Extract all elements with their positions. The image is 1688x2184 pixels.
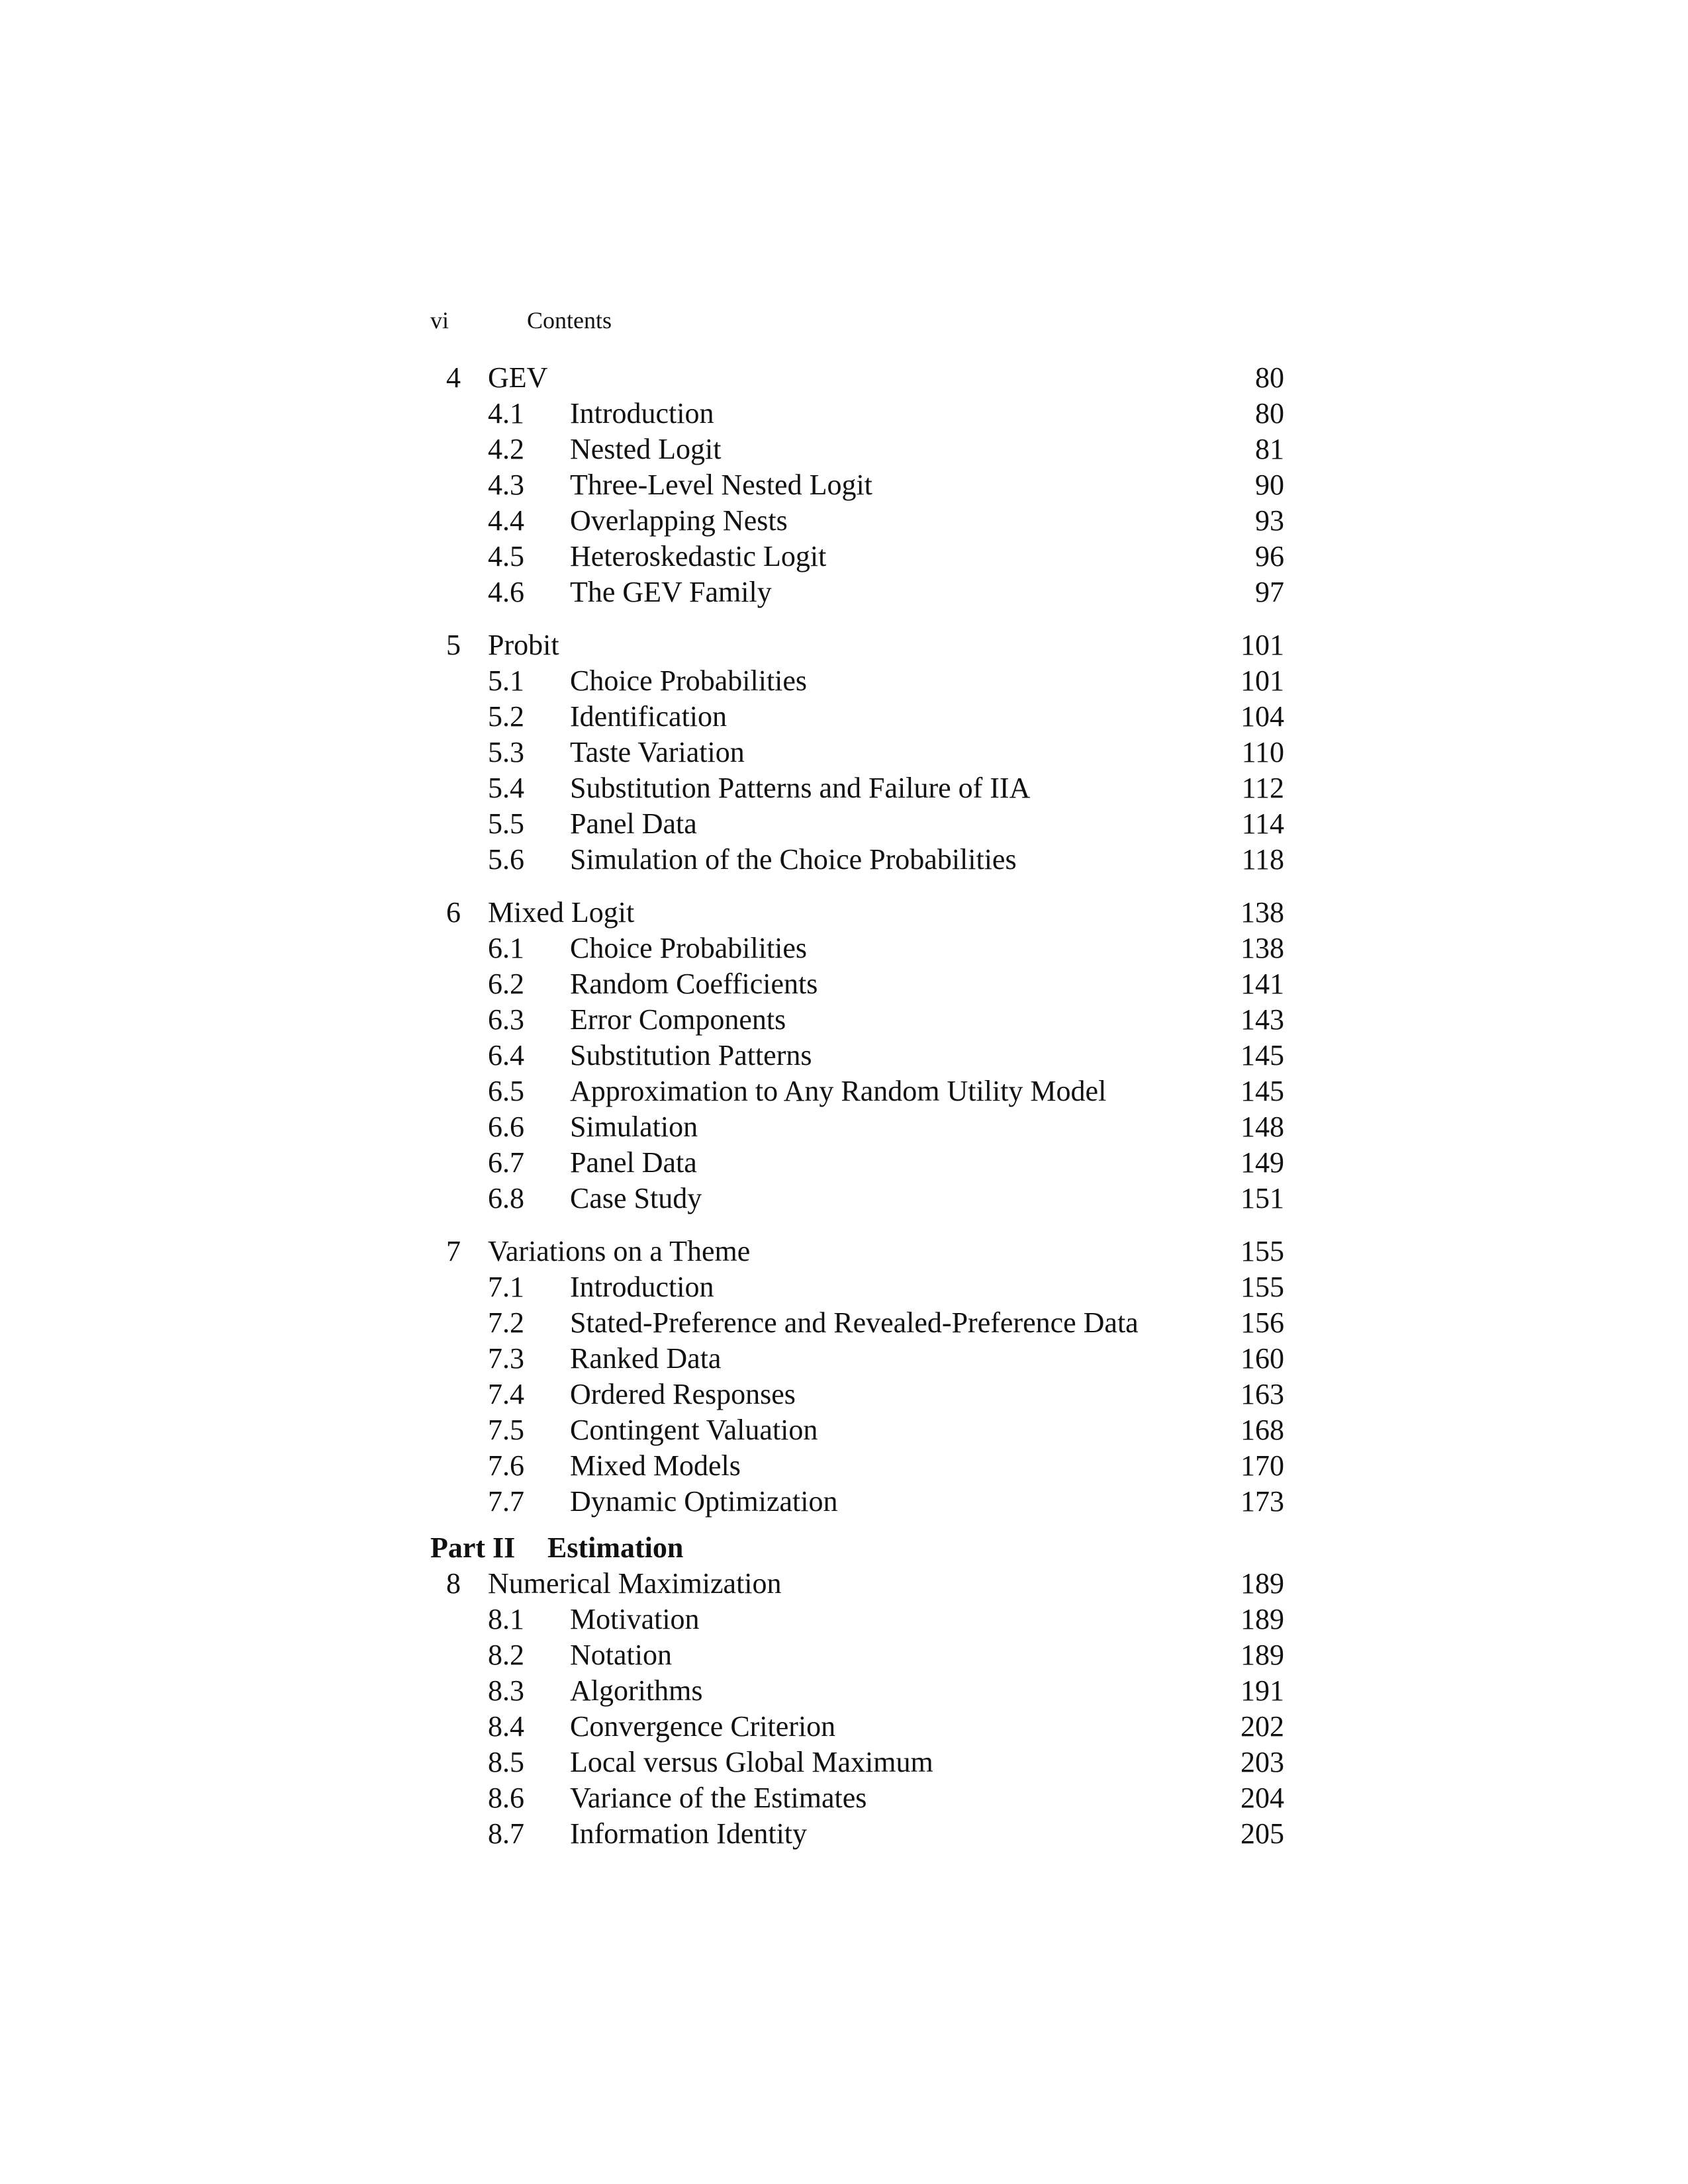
section-number: 7.1 bbox=[488, 1271, 524, 1303]
toc-section-4-1[interactable] bbox=[430, 396, 1284, 432]
running-head bbox=[430, 306, 612, 335]
part-heading[interactable] bbox=[430, 1530, 1284, 1566]
toc-chapter-4[interactable] bbox=[430, 360, 1284, 396]
toc-section-7-1[interactable] bbox=[430, 1269, 1284, 1305]
section-page: 148 bbox=[1241, 1111, 1284, 1143]
section-page: 104 bbox=[1241, 700, 1284, 733]
section-number: 8.4 bbox=[488, 1710, 524, 1743]
section-page: 205 bbox=[1241, 1817, 1284, 1850]
toc-section-6-7[interactable] bbox=[430, 1145, 1284, 1181]
section-title: Variance of the Estimates bbox=[570, 1782, 867, 1814]
section-number: 7.4 bbox=[488, 1378, 524, 1410]
section-number: 6.8 bbox=[488, 1182, 524, 1214]
section-title: Dynamic Optimization bbox=[570, 1485, 838, 1518]
section-number: 8.3 bbox=[488, 1674, 524, 1707]
section-title: Convergence Criterion bbox=[570, 1710, 836, 1743]
section-page: 204 bbox=[1241, 1782, 1284, 1814]
section-page: 96 bbox=[1255, 540, 1284, 572]
section-page: 191 bbox=[1241, 1674, 1284, 1707]
section-number: 7.2 bbox=[488, 1306, 524, 1339]
table-of-contents bbox=[430, 360, 1284, 1852]
section-title: Contingent Valuation bbox=[570, 1414, 818, 1446]
chapter-spacer bbox=[430, 610, 1284, 627]
section-number: 4.3 bbox=[488, 469, 524, 501]
section-page: 97 bbox=[1255, 576, 1284, 608]
section-title: Panel Data bbox=[570, 1146, 697, 1179]
section-page: 141 bbox=[1241, 968, 1284, 1000]
toc-section-4-5[interactable] bbox=[430, 539, 1284, 574]
section-title: Stated-Preference and Revealed-Preference Data bbox=[570, 1306, 1139, 1339]
toc-section-7-7[interactable] bbox=[430, 1484, 1284, 1520]
section-page: 173 bbox=[1241, 1485, 1284, 1518]
section-number: 6.7 bbox=[488, 1146, 524, 1179]
section-title: Identification bbox=[570, 700, 727, 733]
section-title: Simulation of the Choice Probabilities bbox=[570, 843, 1017, 876]
toc-section-5-6[interactable] bbox=[430, 842, 1284, 878]
section-title: Heteroskedastic Logit bbox=[570, 540, 827, 572]
section-page: 202 bbox=[1241, 1710, 1284, 1743]
section-page: 189 bbox=[1241, 1639, 1284, 1671]
section-number: 5.5 bbox=[488, 807, 524, 840]
section-number: 8.7 bbox=[488, 1817, 524, 1850]
toc-section-8-6[interactable] bbox=[430, 1780, 1284, 1816]
section-number: 7.6 bbox=[488, 1449, 524, 1482]
section-title: Motivation bbox=[570, 1603, 700, 1635]
toc-section-5-3[interactable] bbox=[430, 735, 1284, 770]
section-title: Case Study bbox=[570, 1182, 702, 1214]
section-number: 8.5 bbox=[488, 1746, 524, 1778]
section-title: Nested Logit bbox=[570, 433, 722, 465]
chapter-number: 4 bbox=[446, 361, 461, 394]
toc-section-7-3[interactable] bbox=[430, 1341, 1284, 1377]
section-title: Algorithms bbox=[570, 1674, 703, 1707]
chapter-spacer bbox=[430, 878, 1284, 895]
toc-section-6-4[interactable] bbox=[430, 1038, 1284, 1073]
toc-section-5-5[interactable] bbox=[430, 806, 1284, 842]
section-page: 143 bbox=[1241, 1003, 1284, 1036]
toc-section-8-5[interactable] bbox=[430, 1745, 1284, 1780]
section-title: Mixed Models bbox=[570, 1449, 741, 1482]
toc-chapter-6[interactable] bbox=[430, 895, 1284, 931]
toc-section-7-2[interactable] bbox=[430, 1305, 1284, 1341]
part-label: Part II bbox=[430, 1531, 516, 1564]
section-number: 4.1 bbox=[488, 397, 524, 430]
toc-section-7-6[interactable] bbox=[430, 1448, 1284, 1484]
section-page: 138 bbox=[1241, 932, 1284, 964]
section-title: Panel Data bbox=[570, 807, 697, 840]
toc-chapter-7[interactable] bbox=[430, 1234, 1284, 1269]
section-page: 156 bbox=[1241, 1306, 1284, 1339]
section-page: 101 bbox=[1241, 664, 1284, 697]
section-page: 118 bbox=[1241, 843, 1284, 876]
section-number: 8.2 bbox=[488, 1639, 524, 1671]
chapter-title: GEV bbox=[488, 361, 548, 394]
section-title: Choice Probabilities bbox=[570, 664, 808, 697]
section-title: Random Coefficients bbox=[570, 968, 818, 1000]
page-folio: vi bbox=[430, 307, 449, 334]
section-page: 145 bbox=[1241, 1039, 1284, 1071]
section-page: 114 bbox=[1241, 807, 1284, 840]
toc-section-5-2[interactable] bbox=[430, 699, 1284, 735]
section-page: 160 bbox=[1241, 1342, 1284, 1375]
toc-chapter-5[interactable] bbox=[430, 627, 1284, 663]
section-number: 6.2 bbox=[488, 968, 524, 1000]
section-title: Three-Level Nested Logit bbox=[570, 469, 872, 501]
section-title: Ranked Data bbox=[570, 1342, 722, 1375]
chapter-title: Mixed Logit bbox=[488, 896, 635, 929]
toc-section-6-1[interactable] bbox=[430, 931, 1284, 966]
section-title: Ordered Responses bbox=[570, 1378, 796, 1410]
section-number: 6.5 bbox=[488, 1075, 524, 1107]
toc-section-7-5[interactable] bbox=[430, 1412, 1284, 1448]
section-title: Introduction bbox=[570, 1271, 714, 1303]
chapter-page: 101 bbox=[1241, 629, 1284, 661]
toc-section-5-4[interactable] bbox=[430, 770, 1284, 806]
chapter-page: 155 bbox=[1241, 1235, 1284, 1267]
section-page: 81 bbox=[1255, 433, 1284, 465]
section-number: 7.5 bbox=[488, 1414, 524, 1446]
chapter-number: 8 bbox=[446, 1567, 461, 1600]
section-title: Introduction bbox=[570, 397, 714, 430]
chapter-page: 80 bbox=[1255, 361, 1284, 394]
section-title: Information Identity bbox=[570, 1817, 808, 1850]
section-page: 155 bbox=[1241, 1271, 1284, 1303]
toc-section-8-4[interactable] bbox=[430, 1709, 1284, 1745]
section-number: 5.4 bbox=[488, 772, 524, 804]
section-title: Overlapping Nests bbox=[570, 504, 788, 537]
section-page: 168 bbox=[1241, 1414, 1284, 1446]
section-title: Substitution Patterns and Failure of IIA bbox=[570, 772, 1031, 804]
toc-section-8-3[interactable] bbox=[430, 1673, 1284, 1709]
section-title: Taste Variation bbox=[570, 736, 745, 768]
section-page: 170 bbox=[1241, 1449, 1284, 1482]
section-page: 163 bbox=[1241, 1378, 1284, 1410]
section-number: 5.1 bbox=[488, 664, 524, 697]
toc-section-6-8[interactable] bbox=[430, 1181, 1284, 1216]
section-page: 203 bbox=[1241, 1746, 1284, 1778]
section-number: 6.4 bbox=[488, 1039, 524, 1071]
toc-section-8-7[interactable] bbox=[430, 1816, 1284, 1852]
chapter-page: 189 bbox=[1241, 1567, 1284, 1600]
section-page: 112 bbox=[1241, 772, 1284, 804]
chapter-page: 138 bbox=[1241, 896, 1284, 929]
part-title: Estimation bbox=[547, 1531, 684, 1564]
toc-section-8-1[interactable] bbox=[430, 1602, 1284, 1637]
section-title: Approximation to Any Random Utility Model bbox=[570, 1075, 1107, 1107]
chapter-title: Variations on a Theme bbox=[488, 1235, 751, 1267]
section-number: 4.5 bbox=[488, 540, 524, 572]
section-page: 110 bbox=[1241, 736, 1284, 768]
toc-section-4-2[interactable] bbox=[430, 432, 1284, 467]
section-title: Choice Probabilities bbox=[570, 932, 808, 964]
section-page: 93 bbox=[1255, 504, 1284, 537]
section-title: Error Components bbox=[570, 1003, 786, 1036]
section-number: 7.3 bbox=[488, 1342, 524, 1375]
chapter-title: Numerical Maximization bbox=[488, 1567, 782, 1600]
running-head-title: Contents bbox=[527, 307, 612, 334]
section-page: 149 bbox=[1241, 1146, 1284, 1179]
section-title: Simulation bbox=[570, 1111, 698, 1143]
chapter-number: 5 bbox=[446, 629, 461, 661]
section-number: 6.1 bbox=[488, 932, 524, 964]
section-page: 80 bbox=[1255, 397, 1284, 430]
section-number: 5.6 bbox=[488, 843, 524, 876]
section-page: 151 bbox=[1241, 1182, 1284, 1214]
section-number: 8.1 bbox=[488, 1603, 524, 1635]
section-page: 189 bbox=[1241, 1603, 1284, 1635]
section-number: 7.7 bbox=[488, 1485, 524, 1518]
section-number: 5.2 bbox=[488, 700, 524, 733]
toc-section-5-1[interactable] bbox=[430, 663, 1284, 699]
section-number: 4.6 bbox=[488, 576, 524, 608]
toc-section-6-5[interactable] bbox=[430, 1073, 1284, 1109]
section-title: The GEV Family bbox=[570, 576, 772, 608]
section-number: 5.3 bbox=[488, 736, 524, 768]
toc-section-4-3[interactable] bbox=[430, 467, 1284, 503]
toc-section-7-4[interactable] bbox=[430, 1377, 1284, 1412]
section-number: 4.4 bbox=[488, 504, 524, 537]
section-page: 90 bbox=[1255, 469, 1284, 501]
section-title: Notation bbox=[570, 1639, 672, 1671]
chapter-spacer bbox=[430, 1216, 1284, 1234]
toc-section-6-3[interactable] bbox=[430, 1002, 1284, 1038]
section-page: 145 bbox=[1241, 1075, 1284, 1107]
section-number: 6.6 bbox=[488, 1111, 524, 1143]
toc-section-4-6[interactable] bbox=[430, 574, 1284, 610]
chapter-number: 6 bbox=[446, 896, 461, 929]
section-number: 8.6 bbox=[488, 1782, 524, 1814]
section-number: 4.2 bbox=[488, 433, 524, 465]
toc-section-8-2[interactable] bbox=[430, 1637, 1284, 1673]
toc-section-6-2[interactable] bbox=[430, 966, 1284, 1002]
chapter-title: Probit bbox=[488, 629, 559, 661]
toc-section-4-4[interactable] bbox=[430, 503, 1284, 539]
section-title: Substitution Patterns bbox=[570, 1039, 812, 1071]
toc-section-6-6[interactable] bbox=[430, 1109, 1284, 1145]
chapter-number: 7 bbox=[446, 1235, 461, 1267]
section-number: 6.3 bbox=[488, 1003, 524, 1036]
toc-chapter-8[interactable] bbox=[430, 1566, 1284, 1602]
section-title: Local versus Global Maximum bbox=[570, 1746, 933, 1778]
